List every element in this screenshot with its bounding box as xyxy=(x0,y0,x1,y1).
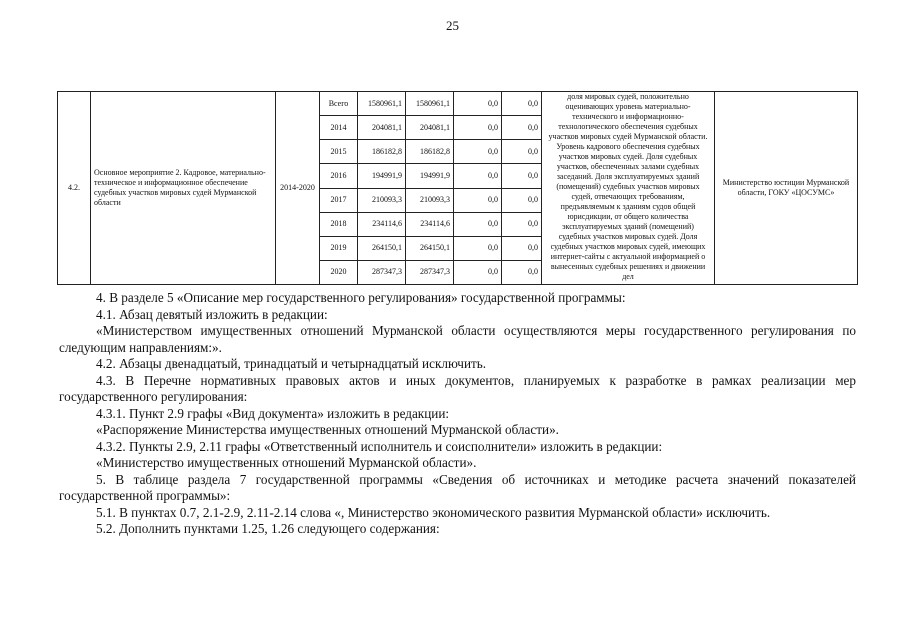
indicators-cell xyxy=(542,92,715,285)
year-cell: 2014 xyxy=(320,116,358,140)
other-value-cell: 0,0 xyxy=(502,236,542,260)
year-cell: 2020 xyxy=(320,260,358,284)
other-value-cell: 0,0 xyxy=(502,116,542,140)
document-text xyxy=(59,290,856,538)
program-table-body xyxy=(58,92,858,285)
paragraph: 5.1. В пунктах 0.7, 2.1-2.9, 2.11-2.14 слова «, Министерство экономического развития Мурманской области» исключить. xyxy=(96,504,771,520)
year-cell: 2019 xyxy=(320,236,358,260)
paragraph: 5.2. Дополнить пунктами 1.25, 1.26 следующего содержания: xyxy=(96,521,440,536)
federal-value-cell: 0,0 xyxy=(454,188,502,212)
indicators-text: доля мировых судей, положительно оценивающих уровень материально-технического и информационно-технологического обеспечения судебных участков мировых судей Мурманской области. Уровень кадрового обеспечения судебных участков мировых судей. Доля судебных участков, обеспеченных залами судебных заседаний. Доля эксплуатируемых зданий (помещений) судебных участков мировых судей, отвечающих требованиям, предъявляемым к зданиям судов общей юрисдикции, от общего количества эксплуатируемых зданий (помещений) судебных участков мировых судей. Доля судебных участков мировых судей, имеющих интернет-сайты с актуальной информацией о вынесенных судебных решениях и движении дел xyxy=(548,92,708,281)
budget-value-cell: 194991,9 xyxy=(406,164,454,188)
total-value-cell: 204081,1 xyxy=(358,116,406,140)
total-value-cell: 186182,8 xyxy=(358,140,406,164)
program-table xyxy=(57,91,858,285)
total-value-cell: 210093,3 xyxy=(358,188,406,212)
budget-value-cell: 1580961,1 xyxy=(406,92,454,116)
year-cell: 2018 xyxy=(320,212,358,236)
federal-value-cell: 0,0 xyxy=(454,92,502,116)
federal-value-cell: 0,0 xyxy=(454,116,502,140)
other-value-cell: 0,0 xyxy=(502,212,542,236)
federal-value-cell: 0,0 xyxy=(454,164,502,188)
paragraph: 4.2. Абзацы двенадцатый, тринадцатый и четырнадцатый исключить. xyxy=(96,356,487,371)
budget-value-cell: 204081,1 xyxy=(406,116,454,140)
federal-value-cell: 0,0 xyxy=(454,212,502,236)
year-cell: 2017 xyxy=(320,188,358,212)
budget-value-cell: 186182,8 xyxy=(406,140,454,164)
executor-cell: Министерство юстиции Мурманской области, ГОКУ «ЦОСУМС» xyxy=(715,92,858,285)
row-number: 4.2. xyxy=(58,92,91,285)
period: 2014-2020 xyxy=(276,92,320,285)
paragraph: «Министерством имущественных отношений Мурманской области осуществляются меры государственного регулирования по следующим направлениям:». xyxy=(59,323,856,355)
other-value-cell: 0,0 xyxy=(502,92,542,116)
total-value-cell: 194991,9 xyxy=(358,164,406,188)
other-value-cell: 0,0 xyxy=(502,188,542,212)
table-row xyxy=(58,92,858,116)
federal-value-cell: 0,0 xyxy=(454,260,502,284)
total-value-cell: 1580961,1 xyxy=(358,92,406,116)
total-value-cell: 234114,6 xyxy=(358,212,406,236)
federal-value-cell: 0,0 xyxy=(454,140,502,164)
budget-value-cell: 234114,6 xyxy=(406,212,454,236)
budget-value-cell: 264150,1 xyxy=(406,236,454,260)
paragraph: 4.1. Абзац девятый изложить в редакции: xyxy=(96,306,328,322)
federal-value-cell: 0,0 xyxy=(454,236,502,260)
paragraph: «Министерство имущественных отношений Мурманской области». xyxy=(96,455,477,470)
total-value-cell: 264150,1 xyxy=(358,236,406,260)
paragraph: 4.3. В Перечне нормативных правовых актов и иных документов, планируемых к разработке в рамках реализации мер государственного регулирования: xyxy=(59,372,856,404)
budget-value-cell: 287347,3 xyxy=(406,260,454,284)
page-number: 25 xyxy=(446,18,459,33)
other-value-cell: 0,0 xyxy=(502,140,542,164)
year-cell: Всего xyxy=(320,92,358,116)
budget-value-cell: 210093,3 xyxy=(406,188,454,212)
paragraph: 4.3.1. Пункт 2.9 графы «Вид документа» изложить в редакции: xyxy=(96,405,450,421)
year-cell: 2016 xyxy=(320,164,358,188)
paragraph: 5. В таблице раздела 7 государственной программы «Сведения об источниках и методике расчета значений показателей государственной программы»: xyxy=(59,471,856,503)
paragraph: «Распоряжение Министерства имущественных отношений Мурманской области». xyxy=(96,422,559,437)
activity-name: Основное мероприятие 2. Кадровое, материально-техническое и информационное обеспечение судебных участков мировых судей Мурманской области xyxy=(91,92,276,285)
paragraph: 4.3.2. Пункты 2.9, 2.11 графы «Ответственный исполнитель и соисполнители» изложить в редакции: xyxy=(96,438,663,454)
year-cell: 2015 xyxy=(320,140,358,164)
other-value-cell: 0,0 xyxy=(502,260,542,284)
other-value-cell: 0,0 xyxy=(502,164,542,188)
paragraph: 4. В разделе 5 «Описание мер государственного регулирования» государственной программы: xyxy=(96,290,626,305)
total-value-cell: 287347,3 xyxy=(358,260,406,284)
